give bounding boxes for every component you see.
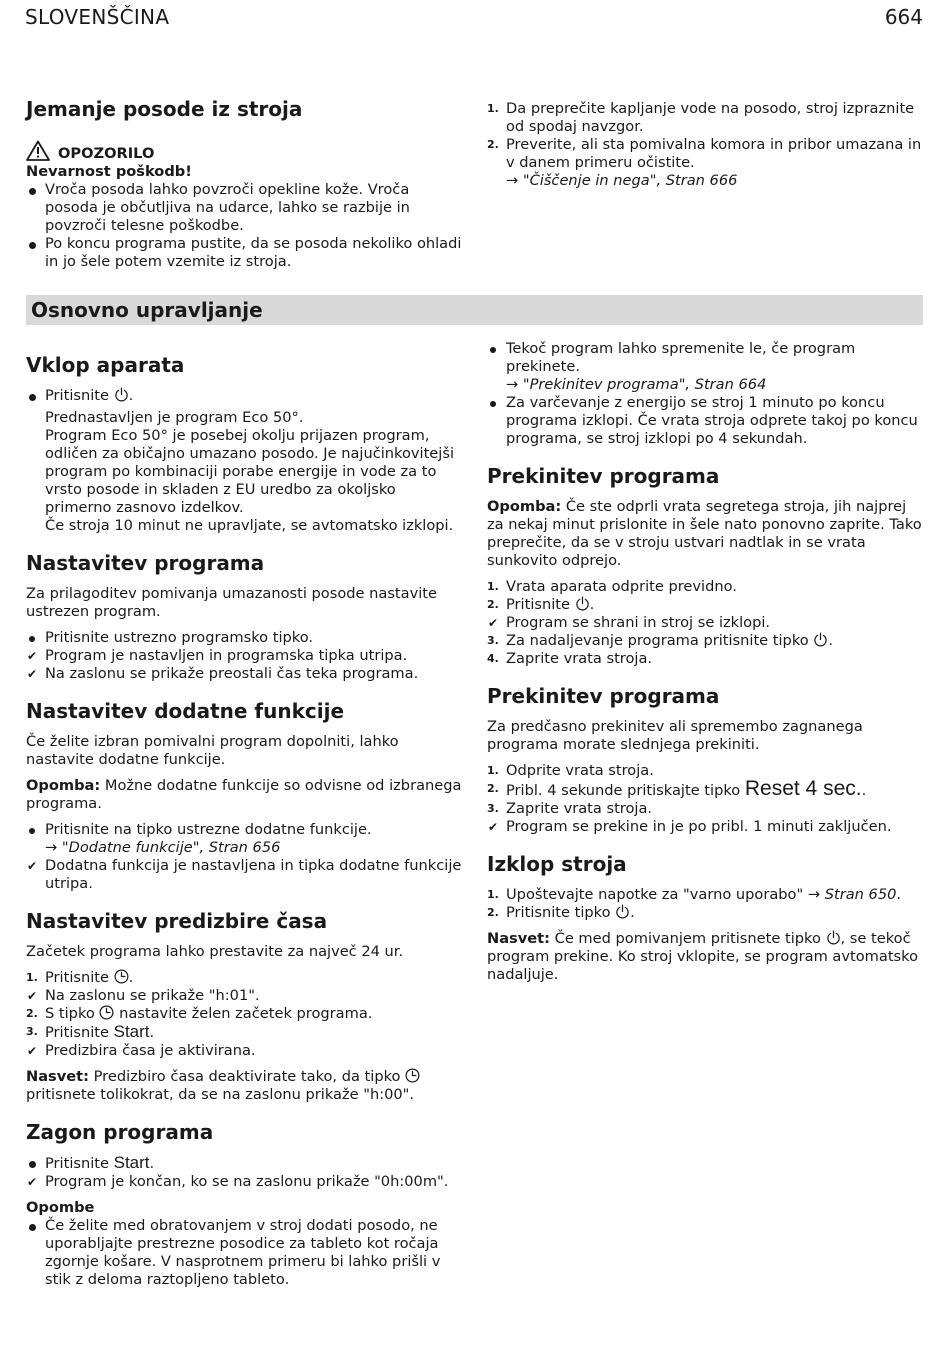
- step-text: S tipko: [45, 1005, 95, 1022]
- list-item-text: Program se shrani in stroj se izklopi.: [506, 614, 771, 631]
- section-title-vklop: Vklop aparata: [26, 353, 185, 377]
- note-text: Možne dodatne funkcije so odvisne od izbranega programa.: [26, 777, 462, 812]
- step-text: Zaprite vrata stroja.: [506, 650, 653, 667]
- bullet-icon: [29, 828, 35, 834]
- step-text: Pritisnite: [45, 1024, 109, 1041]
- step-item: [487, 100, 923, 136]
- step-number: 2.: [487, 598, 499, 611]
- left-column: [26, 353, 466, 1289]
- list-item: [487, 340, 923, 394]
- step-number: 2.: [487, 906, 499, 919]
- clock-icon: [405, 1068, 420, 1083]
- check-icon: ✔: [488, 820, 499, 834]
- list-item: [26, 665, 466, 683]
- note-label: Opomba:: [487, 498, 562, 515]
- list-item: [26, 647, 466, 665]
- step-text: Pribl. 4 sekunde pritiskajte tipko: [506, 782, 741, 799]
- paragraph: Začetek programa lahko prestavite za največ 24 ur.: [26, 943, 404, 960]
- clock-icon: [99, 1005, 114, 1020]
- step-text: Zaprite vrata stroja.: [506, 800, 653, 817]
- list-item: Pritisnite Start.: [26, 1154, 466, 1173]
- step-text: Da preprečite kapljanje vode na posodo, stroj izpraznite od spodaj navzgor.: [506, 100, 915, 135]
- list-item: [26, 235, 466, 271]
- step-text: Upoštevajte napotke za "varno uporabo": [506, 886, 804, 903]
- bullet-icon: [29, 242, 36, 249]
- step-item: [26, 1005, 466, 1023]
- tip-text: Če med pomivanjem pritisnete tipko: [554, 930, 821, 947]
- section-title-off: Izklop stroja: [487, 852, 627, 876]
- check-icon: ✔: [27, 859, 38, 873]
- list-item-text: Program se prekine in je po pribl. 1 minuti zaključen.: [506, 818, 892, 835]
- list-item: [26, 987, 466, 1005]
- list-item-text: Za varčevanje z energijo se stroj 1 minuto po koncu programa izklopi. Če vrata stroja odprete takoj po koncu programa, se stroj izklopi po 4 sekundah.: [506, 394, 918, 447]
- page-number: 664: [884, 5, 923, 29]
- tip-text: Predizbiro časa deaktivirate tako, da tipko: [93, 1068, 401, 1085]
- bullet-icon: [490, 347, 496, 353]
- note-label: Opomba:: [26, 777, 101, 794]
- section-title-delay: Nastavitev predizbire časa: [26, 909, 328, 933]
- section-removing-steps: [487, 100, 923, 190]
- list-item-text: Če želite med obratovanjem v stroj dodati posodo, ne uporabljajte prestrezne posodice za tableto kot ročaja zgornje košare. V nasprotnem primeru bi lahko prišli v stik z deloma raztopljeno tableto.: [45, 1217, 441, 1288]
- list-item-text: Predizbira časa je aktivirana.: [45, 1042, 256, 1059]
- paragraph: Prednastavljen je program Eco 50°.: [45, 409, 304, 426]
- list-item: [26, 1217, 466, 1289]
- list-item: [26, 181, 466, 235]
- power-icon: [813, 632, 828, 647]
- chapter-title: Osnovno upravljanje: [31, 298, 263, 322]
- list-item: [487, 614, 923, 632]
- warning-label: OPOZORILO: [58, 145, 155, 162]
- step-item: 3. Pritisnite Start.: [26, 1022, 155, 1041]
- step-number: 1.: [487, 580, 499, 593]
- list-item-text: Pritisnite ustrezno programsko tipko.: [45, 629, 314, 646]
- section-title-pause: Prekinitev programa: [487, 464, 720, 488]
- chapter-band: [26, 295, 923, 325]
- list-item-text: Na zaslonu se prikaže "h:01".: [45, 987, 260, 1004]
- list-item-text: Pritisnite na tipko ustrezne dodatne funkcije.: [45, 821, 372, 838]
- list-item: [26, 629, 466, 647]
- paragraph: Za prilagoditev pomivanja umazanosti posode nastavite ustrezen program.: [26, 585, 437, 620]
- bullet-icon: [29, 394, 36, 401]
- check-icon: ✔: [27, 1175, 38, 1189]
- power-icon: [575, 596, 590, 611]
- note: [26, 777, 466, 813]
- tip: [487, 930, 923, 984]
- step-text: nastavite želen začetek programa.: [119, 1005, 373, 1022]
- step-text: Preverite, ali sta pomivalna komora in pribor umazana in v danem primeru očistite.: [506, 136, 922, 171]
- power-icon: [615, 904, 630, 919]
- bullet-icon: [29, 1161, 36, 1168]
- step-item: [487, 136, 923, 190]
- list-item-text: Pritisnite: [45, 1155, 109, 1172]
- step-number: 1.: [487, 102, 499, 115]
- step-text: Odprite vrata stroja.: [506, 762, 654, 779]
- clock-icon: [114, 969, 129, 984]
- list-item: [487, 394, 923, 448]
- step-text: Pritisnite tipko: [506, 904, 611, 921]
- step-item: 1. Upoštevajte napotke za "varno uporabo" → Stran 650.: [487, 886, 902, 903]
- power-icon: [826, 930, 841, 945]
- list-item: [26, 1042, 466, 1060]
- note-text: Če ste odprli vrata segretega stroja, jih najprej za nekaj minut prislonite in šele nato ponovno zaprite. Tako preprečite, da se v stroju ustvari nadtlak in se vrata sunkovito odprejo.: [487, 498, 922, 569]
- list-item: [26, 821, 466, 857]
- step-item: 2. Pritisnite .: [487, 596, 595, 613]
- cross-reference: → "Čiščenje in nega", Stran 666: [506, 172, 738, 189]
- list-item-text: Dodatna funkcija je nastavljena in tipka dodatne funkcije utripa.: [45, 857, 462, 892]
- paragraph: Program Eco 50° je posebej okolju prijazen program, odličen za običajno umazano posodo. Je najučinkovitejši program po kombinaciji porabe energije in vode za to vrsto posode in skladen z EU uredbo za okoljsko primerno zasnovo izdelkov.: [45, 427, 454, 516]
- step-number: 2.: [487, 138, 499, 151]
- list-item: [26, 857, 466, 893]
- step-number: 2.: [26, 1007, 38, 1020]
- step-number: 4.: [487, 652, 499, 665]
- step-text: Vrata aparata odprite previdno.: [506, 578, 737, 595]
- step-number: 2.: [487, 782, 499, 795]
- check-icon: ✔: [27, 667, 38, 681]
- list-item-text: Pritisnite: [45, 387, 109, 404]
- section-title-start: Zagon programa: [26, 1120, 214, 1144]
- list-item-text: Tekoč program lahko spremenite le, če program prekinete.: [506, 340, 856, 375]
- warning-heading: [26, 137, 466, 163]
- list-item-text: Vroča posoda lahko povzroči opekline kože. Vroča posoda je občutljiva na udarce, lahko se razbije in povzroči telesne poškodbe.: [45, 181, 410, 234]
- step-number: 3.: [487, 634, 499, 647]
- tip: [26, 1068, 466, 1104]
- reset-key-label: Reset 4 sec.: [744, 777, 862, 800]
- step-text: Pritisnite: [506, 596, 570, 613]
- list-item: Pritisnite .: [26, 387, 466, 405]
- notes-title: Opombe: [26, 1199, 95, 1216]
- section-removing-dishes: [26, 97, 466, 271]
- header-language: SLOVENŠČINA: [25, 5, 170, 29]
- cross-reference: → "Dodatne funkcije", Stran 656: [45, 839, 281, 856]
- note: [487, 498, 923, 570]
- tip-text: , se tekoč program prekine. Ko stroj vklopite, se program avtomatsko nadaljuje.: [487, 930, 918, 983]
- list-item-text: Program je nastavljen in programska tipka utripa.: [45, 647, 408, 664]
- list-item: [487, 818, 923, 836]
- paragraph: Če stroja 10 minut ne upravljate, se avtomatsko izklopi.: [45, 517, 454, 534]
- step-item: [487, 800, 923, 818]
- tip-text: pritisnete tolikokrat, da se na zaslonu prikaže "h:00".: [26, 1086, 415, 1103]
- step-text: Pritisnite: [45, 969, 109, 986]
- list-item: [26, 1173, 466, 1191]
- cross-reference: → Stran 650: [807, 886, 897, 903]
- step-item: 2. Pribl. 4 sekunde pritiskajte tipko Reset 4 sec..: [487, 777, 867, 800]
- list-item-text: Po koncu programa pustite, da se posoda nekoliko ohladi in jo šele potem vzemite iz stroja.: [45, 235, 462, 270]
- warning-subtitle: Nevarnost poškodb!: [26, 163, 192, 180]
- check-icon: ✔: [27, 989, 38, 1003]
- step-number: 3.: [487, 802, 499, 815]
- paragraph: Za predčasno prekinitev ali spremembo zagnanega programa morate slednjega prekiniti.: [487, 718, 863, 753]
- check-icon: ✔: [27, 1044, 38, 1058]
- section-title-extra: Nastavitev dodatne funkcije: [26, 699, 345, 723]
- warning-triangle-icon: [26, 140, 50, 161]
- right-column: [487, 340, 923, 984]
- tip-label: Nasvet:: [487, 930, 550, 947]
- step-item: 1. Pritisnite .: [26, 969, 134, 986]
- tip-label: Nasvet:: [26, 1068, 89, 1085]
- step-text: Za nadaljevanje programa pritisnite tipko: [506, 632, 809, 649]
- check-icon: ✔: [488, 616, 499, 630]
- section-title-program: Nastavitev programa: [26, 551, 265, 575]
- section-title-cancel: Prekinitev programa: [487, 684, 720, 708]
- step-item: 2. Pritisnite tipko .: [487, 904, 635, 921]
- bullet-icon: [490, 401, 496, 407]
- step-item: 3. Za nadaljevanje programa pritisnite tipko .: [487, 632, 833, 649]
- bullet-icon: [29, 1224, 36, 1231]
- step-item: [487, 650, 923, 668]
- start-key-label: Start: [113, 1153, 150, 1172]
- bullet-icon: [29, 636, 35, 642]
- section-title: Jemanje posode iz stroja: [26, 97, 303, 121]
- step-number: 1.: [487, 888, 499, 901]
- step-item: [487, 578, 923, 596]
- check-icon: ✔: [27, 649, 38, 663]
- bullet-icon: [29, 188, 36, 195]
- step-number: 1.: [26, 971, 38, 984]
- list-item-text: Program je končan, ko se na zaslonu prikaže "0h:00m".: [45, 1173, 449, 1190]
- list-item-text: Na zaslonu se prikaže preostali čas teka programa.: [45, 665, 419, 682]
- cross-reference: → "Prekinitev programa", Stran 664: [506, 376, 767, 393]
- power-icon: [114, 387, 129, 402]
- step-number: 1.: [487, 764, 499, 777]
- start-key-label: Start: [113, 1022, 150, 1041]
- paragraph: Če želite izbran pomivalni program dopolniti, lahko nastavite dodatne funkcije.: [26, 733, 399, 768]
- step-number: 3.: [26, 1025, 38, 1038]
